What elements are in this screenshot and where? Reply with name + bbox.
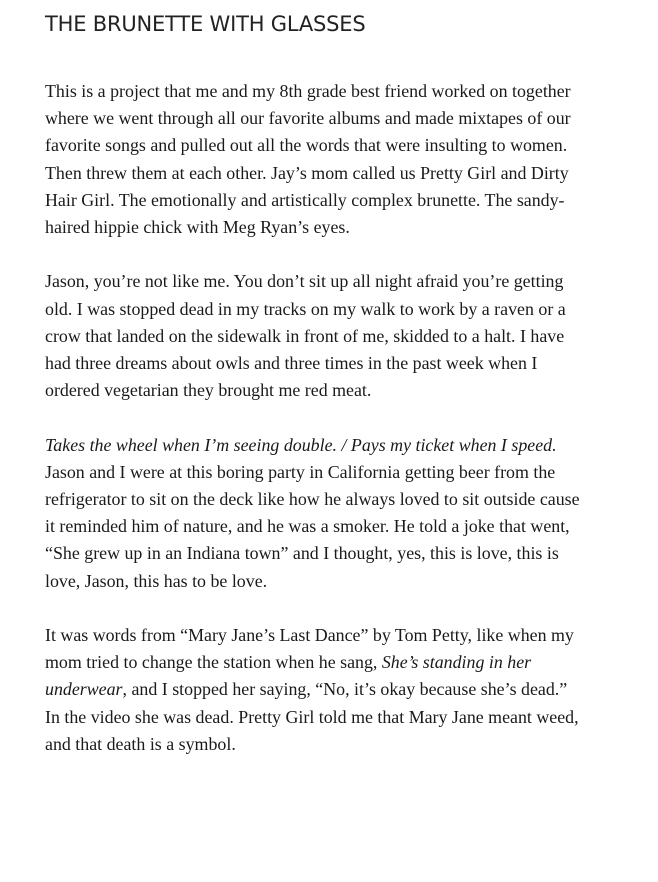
paragraph-2: [45, 268, 585, 404]
article: [45, 0, 585, 758]
paragraph-text: This is a project that me and my 8th grade best friend worked on together where we went through all our favorite albums and made mixtapes of our favorite songs and pulled out all the words that were insulting to women. Then threw them at each other. Jay’s mom called us Pretty Girl and Dirty Hair Girl. The emotionally and artistically complex brunette. The sandy-haired hippie chick with Meg Ryan’s eyes.: [45, 81, 571, 238]
paragraph-text: , and I stopped her saying, “No, it’s okay because she’s dead.” In the video she was dead. Pretty Girl told me that Mary Jane meant weed, and that death is a symbol.: [45, 679, 579, 754]
paragraph-3: [45, 432, 585, 595]
article-title: THE BRUNETTE WITH GLASSES: [45, 12, 366, 36]
paragraph-text: Jason and I were at this boring party in California getting beer from the refrigerator to sit on the deck like how he always loved to sit outside cause it reminded him of nature, and he was a smoker. He told a joke that went, “She grew up in an Indiana town” and I thought, yes, this is love, this is love, Jason, this has to be love.: [45, 461, 580, 591]
lyric-quote: She’s standing in her underwear: [45, 652, 532, 700]
lyric-quote: Takes the wheel when I’m seeing double. / Pays my ticket when I speed.: [45, 434, 557, 455]
paragraph-text: Jason, you’re not like me. You don’t sit up all night afraid you’re getting old. I was stopped dead in my tracks on my walk to work by a raven or a crow that landed on the sidewalk in front of me, skidded to a halt. I have had three dreams about owls and three times in the past week when I ordered vegetarian they brought me red meat.: [45, 271, 566, 401]
paragraph-text: It was words from “Mary Jane’s Last Dance” by Tom Petty, like when my mom tried to change the station when he sang,: [45, 625, 574, 673]
paragraph-1: [45, 78, 585, 241]
paragraph-4: [45, 622, 585, 758]
